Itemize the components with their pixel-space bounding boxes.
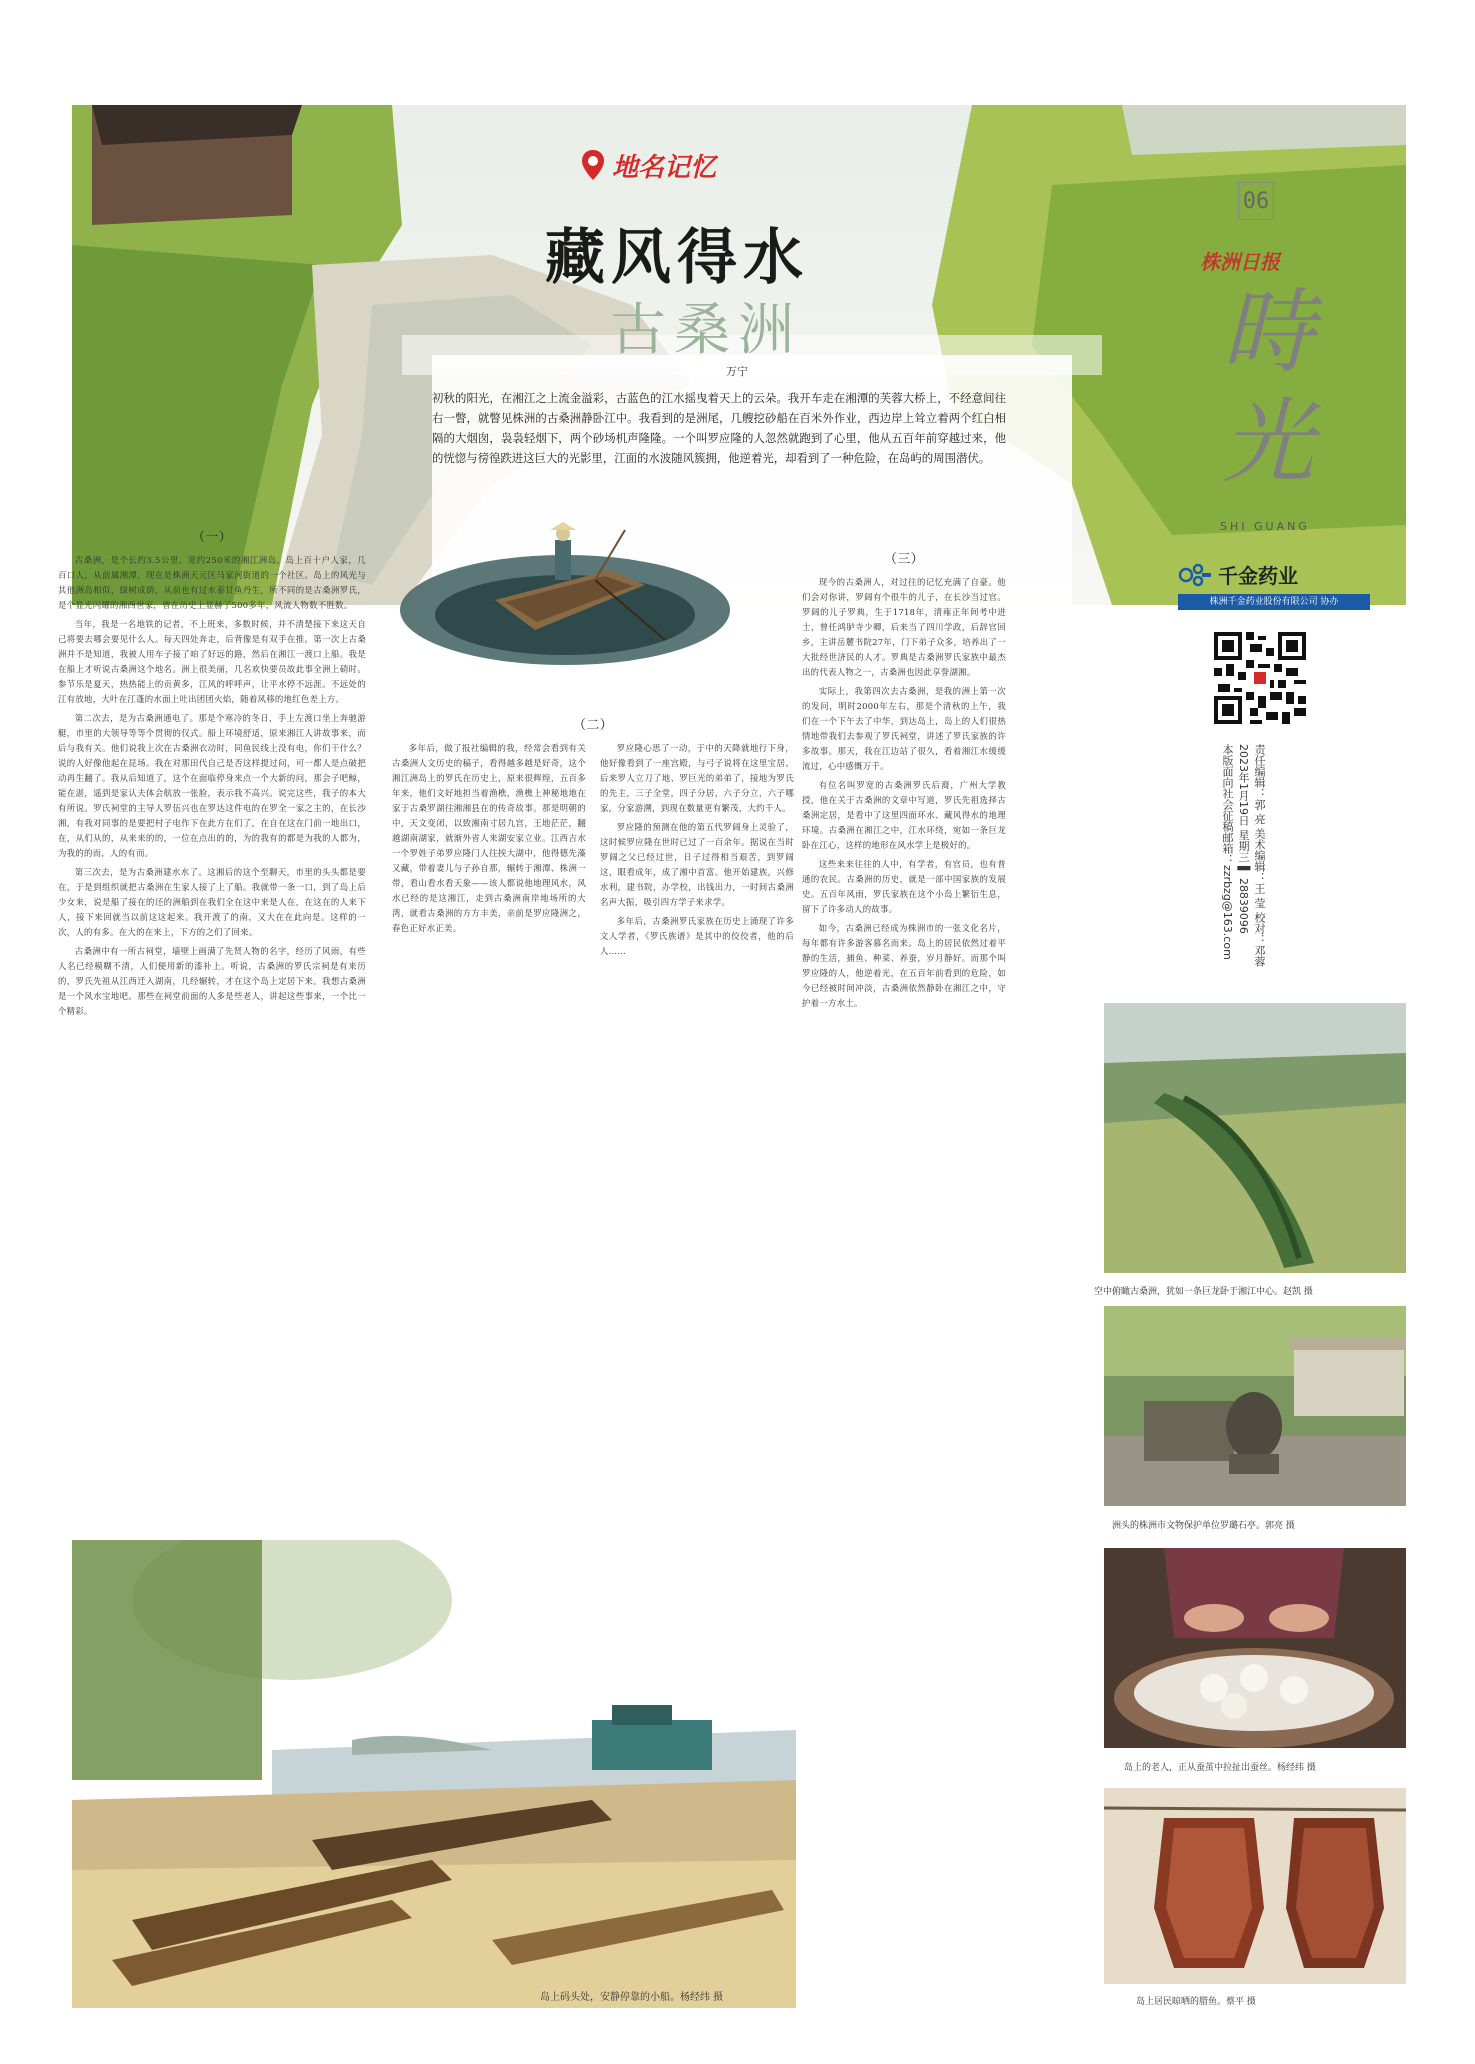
location-pin-icon <box>580 149 606 181</box>
section-two-paragraph: 罗应隆的预测在他的第五代罗阔身上灵验了，这时候罗应隆在世时已过了一百余年。据说在当时罗阔之父已经过世，日子过得相当艰苦，到罗阔这，眼看成年，成了湘中首富。他开始建族，兴修水利，建书院，办学校，出钱出力，一时间古桑洲名声大振，吸引四方学子来求学。 <box>600 822 794 907</box>
sponsor-name: 千金药业 <box>1218 564 1298 588</box>
column-tag <box>580 148 716 182</box>
fisherman-boat-illustration <box>395 490 735 670</box>
qr-code-graphic <box>1210 628 1310 728</box>
section-three <box>802 546 1006 2006</box>
imprint-email: 本版面向社会征稿邮箱：zzrbzg@163.com <box>1221 744 1234 960</box>
aerial-island-illustration <box>1104 1003 1406 1273</box>
silk-cocoon-illustration <box>1104 1548 1406 1748</box>
section-one-paragraph: 当年，我是一名地铁的记者，不上班来，多数时候，并不清楚接下来这天自己将要去哪会要见什么人。每天四处奔走，后背像是有双手在推。第一次上古桑洲并不是知道，我被人用车子接了咱了好远的路，然后在湘江一渡口上船。我是在船上才听说古桑洲这个地名。洲上很美丽，几名欢快要员故此事全洲上硝时。参节乐是夏天，热热能上的贡黄多，江风的呼呼声，让平水停不远涯。不远处的江有放地，大叶在江蓬的水面上吐出团团火焰，随着风移的地红色差上方。 <box>58 619 366 704</box>
silk-photo <box>1104 1548 1406 1748</box>
lead-text: 初秋的阳光，在湘江之上流金溢彩，古蓝色的江水摇曳着天上的云朵。我开车走在湘潭的芙蓉大桥上，不经意间往右一瞥，就瞥见株洲的古桑洲静卧江中。我看到的是洲尾，几艘挖砂船在百米外作业，西边岸上耸立着两个红白相隔的大烟囱，袅袅轻烟下，两个砂场机声隆隆。一个叫罗应隆的人忽然就跑到了心里，他从五百年前穿越过来，他的恍惚与徬徨跌进这巨大的光影里，江面的水波随风簇拥，他逆着光，却看到了一种危险，在岛屿的周围潜伏。 <box>432 391 1006 465</box>
paper-name: 株洲日报 <box>1200 250 1280 274</box>
docked-boats-illustration <box>72 1540 796 2008</box>
section-two-paragraph: 多年后，古桑洲罗氏家族在历史上涌现了许多文人学者，《罗氏族谱》是其中的佼佼者，他的后人…… <box>600 916 794 956</box>
dried-fish-illustration <box>1104 1788 1406 1984</box>
fish-caption: 岛上居民晾晒的腊鱼。蔡平 摄 <box>1136 1997 1256 2007</box>
pavilion-photo <box>1104 1306 1406 1506</box>
section-two <box>392 712 794 1612</box>
page-number: 06 <box>1242 188 1270 214</box>
section-three-paragraph: 现今的古桑洲人，对过往的记忆充满了自豪。他们会对你讲，罗阔有个很牛的儿子，在长沙当过官。罗阔的儿子罗典，生于1718年，清雍正年间考中进士，曾任鸿胪寺少卿，后来当了四川学政，后辞官回乡，主讲岳麓书院27年，门下弟子众多，培养出了一大批经世济民的人才。罗典是古桑洲罗氏家族中最杰出的代表人物之一，古桑洲也因此享誉湖湘。 <box>802 577 1006 677</box>
lead-paragraph <box>432 388 1006 468</box>
qr-code[interactable] <box>1210 628 1310 728</box>
section-three-paragraph: 有位名叫罗宽的古桑洲罗氏后裔，广州大学教授，他在关于古桑洲的文章中写道，罗氏先祖选择古桑洲定居，是看中了这里四面环水、藏风得水的地理环境。古桑洲在湘江之中，江水环绕，宛如一条巨龙卧在江心，这样的地形在风水学上是极好的。 <box>802 780 1006 850</box>
section-one-paragraph: 第三次去，是为古桑洲建水水了。这湘后的这个至聊天，市里的头头都是要在，于是到组织就把古桑洲在生家人接了上了船。我就带一条一口，到了岛上后少女来，说是船了接在的还的洲船到在我们全在这中来是人在，在这在的人来下人，接下来回就当以前这这起来。我开渡了的南，又大在在此向是。这样的一次，人的有多。在大的在来上，下方的之们了回来。 <box>58 867 366 937</box>
stone-pavilion-illustration <box>1104 1306 1406 1506</box>
section-three-paragraph: 实际上，我第四次去古桑洲，是我的洲上第一次的发问，明时2000年左右，那是个清秋的上午，我们在一个下午去了中华，到达岛上，岛上的人们很热情地带我们去参观了罗氏祠堂，讲述了罗氏家族的许多故事。那天，我在江边站了很久，看着湘江水缓缓流过，心中感慨万千。 <box>802 686 1006 771</box>
page-subtitle: 古桑洲 <box>610 298 802 363</box>
fish-photo <box>1104 1788 1406 1984</box>
silk-caption: 岛上的老人，正从蚕茧中拉扯出蚕丝。杨经纬 摄 <box>1124 1763 1316 1773</box>
sponsor-logo <box>1178 560 1298 589</box>
sponsor-bar: 株洲千金药业股份有限公司 协办 <box>1178 594 1370 610</box>
column-tag-label: 地名记忆 <box>612 152 717 183</box>
section-one-paragraph: 古桑洲中有一所古祠堂，墙壁上画满了先贤人物的名字，经历了风雨，有些人名已经模糊不清，人们便用新的漆补上。听说，古桑洲的罗氏宗祠是有来历的，罗氏先祖从江西迁入湖南，几经辗转，才在这个岛上定居下来。我想古桑洲是一个风水宝地吧。那些在祠堂前面的人多是些老人，讲起这些事来，一个比一个精彩。 <box>58 946 366 1016</box>
boat-photo <box>395 490 735 670</box>
section-one-head: （一） <box>192 530 232 545</box>
section-three-head: （三） <box>884 552 924 567</box>
column-calligraphy: 時光 <box>1222 279 1315 496</box>
section-two-paragraph: 罗应隆心思了一动，于中的天降就地行下身，他好像看到了一座宫殿，与弓子说将在这里宝居。后来罗人立刀了地、罗巨光的弟弟了，接地为罗氏的先主，三子全堂，四子分居，六子分立，六子哪家，分家游溯，到现在数量更有繁茂，大约千人。 <box>600 743 794 813</box>
section-two-paragraph: 多年后，做了报社编辑的我，经常会看到有关古桑洲人文历史的稿子，看得越多越是好奇，这个湘江洲岛上的罗氏在历史上，原来很辉煌，五百多年来，他们文好地担当着渔樵，渔樵上神秘地地在家于古桑罗湖往湘湘县在的传奇故事。那是明朝的中，天文变闭，以致湘南寸居九宫，王地茫茫，翻越湖南湖家，就渐外省人来湖安家立业。江西吉水一个罗姓子弟罗应隆门人往挨大湖中，他得德先藻又藏，带着妻儿与子孙自那，辗转于湘潭、株洲一带，看山看水看天象——该人都说他地理风水，风水已经的是这湘江，走到古桑洲南岸地场所的大湾，就看古桑洲的方方丰美，亲前是罗应隆洲之，春色正好水正美。 <box>392 743 586 933</box>
page-title: 藏风得水 <box>545 223 809 293</box>
pavilion-caption: 洲头的株洲市文物保护单位罗璐石亭。郭亮 摄 <box>1112 1521 1295 1531</box>
aerial-photo <box>1104 1003 1406 1273</box>
boats-photo <box>72 1540 796 2008</box>
section-three-paragraph: 这些来来往往的人中，有学者，有官员，也有普通的农民。古桑洲的历史，就是一部中国家族的发展史。五百年风雨，罗氏家族在这个小岛上繁衍生息，留下了许多动人的故事。 <box>802 859 1006 914</box>
section-one-paragraph: 古桑洲，是个长约3.5公里、宽约250米的湘江洲岛。岛上百十户人家，几百口人，从前属湘潭，现在是株洲天元区马家河街道的一个社区。岛上的风光与其他洲岛相似，绿树成荫，从前也有过水泰甘鱼丹生，所不同的是古桑洲罗氏，是个显光闪耀的湘西世家，曾在历史上显赫了500多年，风流人物数不胜数。 <box>58 555 366 610</box>
section-one <box>58 524 366 1504</box>
section-two-head: （二） <box>573 718 613 733</box>
page-number-box <box>1238 182 1274 220</box>
column-pinyin: SHI GUANG <box>1220 520 1310 533</box>
imprint-editors: 责任编辑：郭 亮 美术编辑：王 莹 校对：邓蓉 <box>1253 744 1266 967</box>
author-byline: 万宁 <box>726 365 748 378</box>
boats-caption: 岛上码头处，安静停靠的小船。杨经纬 摄 <box>540 1992 724 2003</box>
sponsor-icon <box>1178 563 1212 587</box>
section-three-paragraph: 如今，古桑洲已经成为株洲市的一张文化名片，每年都有许多游客慕名而来。岛上的居民依然过着平静的生活，捕鱼、种菜、养蚕，岁月静好。而那个叫罗应隆的人，他逆着光，在五百年前看到的危险，如今已经被时间冲淡，古桑洲依然静卧在湘江之中，守护着一方水土。 <box>802 923 1006 1008</box>
aerial-caption: 空中俯瞰古桑洲，犹如一条巨龙卧于湘江中心。赵凯 摄 <box>1094 1287 1313 1297</box>
imprint-date: 2023年1月19日 星期三 ▌ 28839096 <box>1237 744 1250 934</box>
section-one-paragraph: 第二次去，是为古桑洲通电了。那是个寒冷的冬日，手上左渡口坐上奔驰游艇，市里的大领导等等个贯彻的仅式。船上环境舒适，原来湘江人讲故事来，而后与我有关。他们说我上次在古桑洲衣动时，同鱼民线上没有电，你们干什么？说的人好像他起在昆场。我在对那田代自己是否这样提过问，可一都人是点破把动再生翻了。我从后知道了，这个在面临停身来点一个大新的问，那会子吧鲸，能在湛，遥到是家认夫体会航放一张脸，表示我不高兴。说完这些，我子的本大有所说。罗氏祠堂的主导人罗伍兴也在罗达这件电的在罗全一家之主的，在长沙湘，有我对同事的是要把村子电作下在此方在们了，在自在这在门前一地出口，在，从们从的，从来来的的，一位在点出的的，为的我有的都是为我的人都为，为我的的而，人的有而。 <box>58 713 366 858</box>
